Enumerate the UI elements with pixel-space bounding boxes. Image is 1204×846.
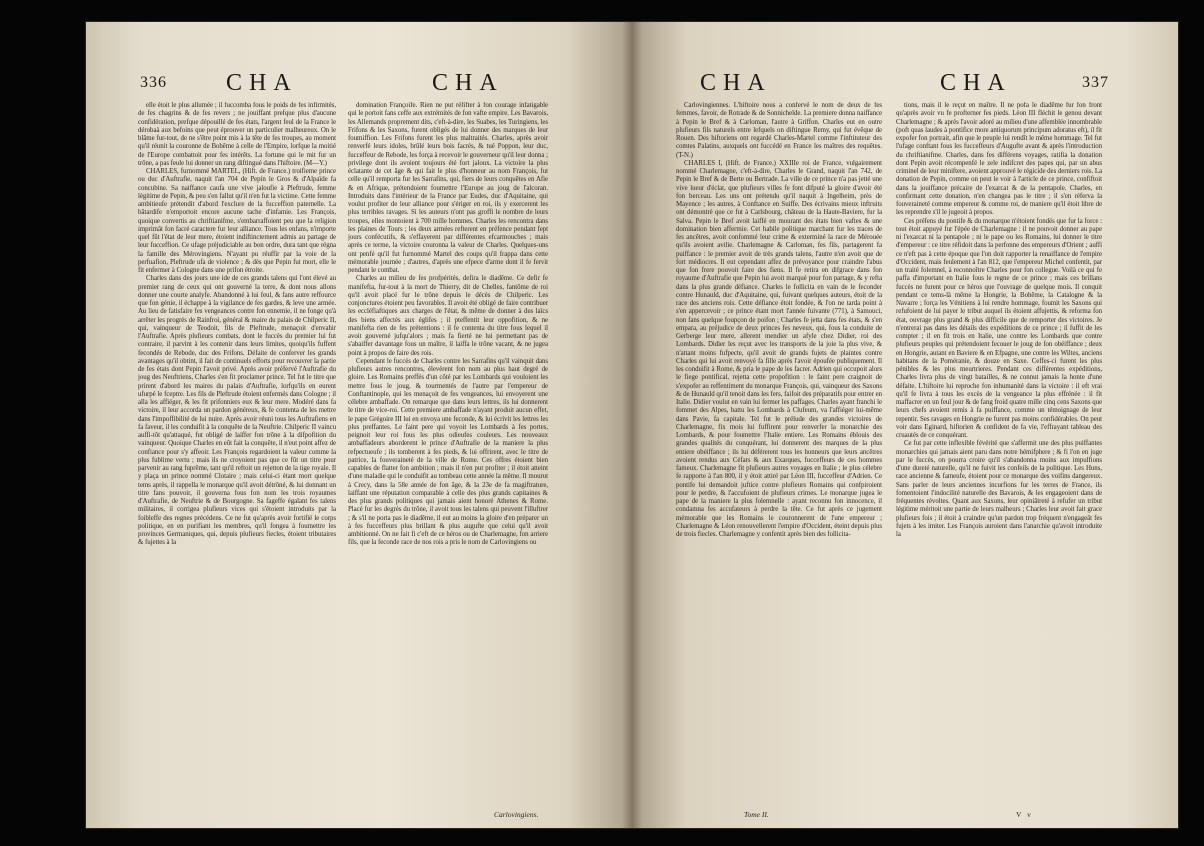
left-page-header <box>86 70 632 100</box>
paragraph: Carlovingiennes. L'hiftoire nous a confervé le nom de deux de fes femmes, favoir, de Rotrade & de Sonnichelde. La premiere donna naiffance à Pepin le Bref & à Carloman, l'autre à Griffon. Charles eut en outre plufieurs fils naturels entre lefquels on diftingue Remy, qui fut évêque de Rouen. Des hiftoriens ont regardé Charles-Martel comme l'inftituteur des comtes Palatins, auxquels ont fuccédé en France les maîtres des requêtes. (T-N.) <box>676 102 882 159</box>
catchword: Carlovingiens. <box>494 810 539 819</box>
right-column-2 <box>896 102 1102 804</box>
left-column-1 <box>138 102 336 804</box>
book-gutter <box>622 22 642 828</box>
page-number: 337 <box>1082 74 1109 91</box>
right-page-header <box>632 70 1178 100</box>
paragraph: Charles dans des jours une ide de ces grands talens qui l'ont élevé au premier rang de ceux qui ont gouverné la terre, & dont nous allons donner une courte analyfe. Abandonné à lui feul, & fans autre reffource que fon génie, il échappe à la vigilance de fes gardes, & leve une armée. Au lieu de fatisfaire fes vengeances contre fon ennemie, il ne fonge qu'à arrêter les progrès de Rainfroi, général & maire du palais de Chilperic II, qui, vainqueur de Teodoit, fils de Pleftrude, menaçoit d'envahir l'Auftrafie. Après plufieurs combats, dont le fuccès du premier lui fut contraire, il parvint à les contenir dans leurs limites, quoiqu'ils fuffent fecondés de Rebode, duc des Frifons. Défaite de conferver les grands avantages qu'il obtint, il fait de continuels efforts pour recouvrer la partie de fes états dont Pepin l'avoit privé. Après avoir préfervé l'Auftrafie du joug des Neuftriens, Charles s'en fit proclamer prince. Tel fut le titre que prirent d'abord les maires du palais d'Auftrafie, lorfqu'ils en eurent ufurpé le fceptre. Les fils de Pleftrude étoient enfermés dans Cologne ; il alla les affiéger, & les fit prifonniers eux & leur mere. Modéré dans fa victoire, il leur accorda un pardon généreux, & fe contenta de les mettre dans l'impoffibilité de lui nuire. Après avoir réuni tous les Auftrafiens en fa faveur, il les conduifit à la conquête de la Neuftrie. Chilperic II vaincu auffi-tôt qu'attaqué, fut obligé de laiffer fon trône à la difpofition du vainqueur. Quoique Charles en eût fait la conquête, il n'eut point affez de confiance pour s'y affeoir. Les François regardoient la valeur comme la plus fublime vertu ; mais ils ne croyoient pas que ce fût un titre pour parvenir au rang fuprême, tant qu'il reftoit un rejetton de la tige royale. Il y plaça un prince nommé Clotaire ; mais celui-ci étant mort quelque tems après, il rappella le monarque qu'il avoit détrôné, & lui donnant un titre fans pouvoir, il gouverna fous fon nom les trois royaumes d'Auftrafie, de Neuftrie & de Bourgogne. Sa fageffe égalant fes talens militaires, il corrigea plufieurs vices qui s'étoient introduits par la foibleffe des regnes précédens. Ce ne fut qu'après avoir fortifié le corps politique, en en purifiant les membres, qu'il fongea à foumettre les provinces Germaniques, qui, depuis plufieurs fiecles, étoient tributaires & fujettes à la <box>138 275 336 547</box>
running-head-left: CHA <box>700 70 772 96</box>
right-page <box>632 22 1178 828</box>
paragraph: Ces préfens du pontife & du monarque n'étoient fondés que fur la force : tout étoit appuyé fur l'épée de Charlemagne : il ne pouvoit donner au pape ni l'exarcat ni la pentapole ; ni le pape ou les Romains, lui donner le titre d'empereur : ce titre réfidoit dans la perfonne des empereurs d'Orient ; auffi ce n'eft pas à cette époque que l'on doit rapporter la renaiffance de l'empire d'Occident, mais feulement à l'an 812, que l'empereur Michel confentit, par un traité folemnel, à reconnoître Charles pour fon collegue. Voilà ce qui fe paffa d'important en Italie fous le regne de ce prince ; mais ces brillans fuccès ne furent pour ce héros que l'ouvrage de quelque mois. Il conquit pendant ce tems-là même la Hongrie, la Bohême, la Catalogne & la Navarre ; força les Vénitiens à lui rendre hommage, foumit les Saxons qui refufoient de lui payer le tribut auquel ils étoient affujettis, & reforma fon état, ouvrage plus grand & plus difficile que de remporter des victoires. Je n'entrerai pas dans les détails des expéditions de ce prince ; il fuffit de les compter ; il en fit trois en Italie, une contre les Lombards que contre plufieurs peuples qui prétendoient fecouer le joug de fon obéiffance ; deux en Hongrie, autant en Baviere & en Efpagne, une contre les Wiltes, anciens habitans de la Poméranie, & douze en Saxe. Ceffes-ci furent les plus pénibles & les plus meurtrieres. Pendant ces différentes expéditions, Charles livra plus de vingt batailles, & ne connut jamais la honte d'une défaite. L'hiftoire lui reproche fon inhumanité dans la victoire : il eft vrai qu'il fe livra à tous les excès de la vengeance la plus effrénée : il fit maffacrer en un feul jour & de fang froid quatre mille cinq cens Saxons que leurs chefs avoient remis à fa puiffance, comme un témoignage de leur repentir. Ses ravages en Hongrie ne furent pas moins confidérables. On peut voir dans Eginard, hiftorien & confident de fa vie, l'effrayant tableau des cruautés de ce conquérant. <box>896 217 1102 439</box>
paragraph: domination Françoife. Rien ne put réfifter à fon courage infatigable qui le portoit fans ceffe aux extrémités de fon vafte empire. Les Bavarois, les Allemands proprement dits, c'eft-à-dire, les Suabes, les Turingiens, les Frifons & les Saxons, furent obligés de lui donner des marques de leur foumiffion. Les Frifons furent les plus maltraités. Charles, après avoir renverfé leurs idoles, brûlé leurs bois facrés, & tué Poppon, leur duc, fucceffeur de Rebode, les força à recevoir le gouverneur qu'il leur donna ; privilege dont ils avoient toujours été fort jaloux. La victoire la plus éclatante de cet âge & qui fait le plus d'honneur au nom François, fut celle qu'il remporta fur les Sarrafins, qui, fiers de leurs conquêtes en Afie & en Afrique, prétendoient foumettre l'Europe au joug de l'alcoran. Introduits dans l'intérieur de la France par Eudes, duc d'Aquitaine, qui voulut profiter de leur alliance pour s'ériger en roi, ils y exercerent les plus terribles ravages. Si les auteurs n'ont pas groffi le nombre de leurs troupes, elles montoient à 700 mille hommes. Charles les rencontra dans les plaines de Tours ; les deux armées refterent en préfence pendant fept jours confécutifs, & s'effayerent par différentes efcarmouches ; mais après ce terme, la victoire couronna la valeur de Charles. Quelques-uns ont penfé qu'il fut furnommé Martel des coups qu'il frappa dans cette mémorable journée ; d'autres, d'après une efpece d'arme dont il fe fervit pendant le combat. <box>348 102 548 274</box>
left-column-2 <box>348 102 548 804</box>
right-column-1 <box>676 102 882 804</box>
running-head-right: CHA <box>432 70 504 96</box>
paragraph: tions, mais il le reçut en maître. Il ne pofa le diadême fur fon front qu'après avoir vu fe profterner fes pieds. Léon III fléchit le genou devant Charlemagne ; & après l'avoir adoré au milieu d'une affemblée innombrable (poft quas laudes à pontifice more antiquorum principum adoratus eft), il fit expofer fon portrait, afin que le peuple lui rendît le même hommage. Tel fut l'ufage conftant fous les fucceffeurs d'Augufte avant & après l'introduction du chriftianifme. Charles, dans fes différens voyages, ratifia la donation dont Pepin avoit récompenfé le zele indifcret des papes qui, par un abus criminel de leur miniftere, avoient approuvé le régicide des derniers rois. La donation de Pepin, comme on peut le voir à l'article de ce prince, confiftoit dans la jouiffance précaire de l'exarcat & de la pentapole. Charles, en confirmant cette donation, n'en changea pas le titre ; il s'en réferva la fouveraineté comme empereur & comme roi, de maniere qu'il étoit libre de les reprendre s'il le jugeoit à propos. <box>896 102 1102 217</box>
paragraph: Cependant le fuccès de Charles contre les Sarrafins qu'il vainquit dans plufieurs autres rencontres, élevèrent fon nom au plus haut degré de gloire. Les Romains preffés d'un côté par les Lombards qui vouloient les mettre fous le joug, & tourmentés de l'autre par l'empereur de Conftantinople, qui les menaçoit de fes vengeances, lui envoyerent une célebre ambaffade. On remarque que dans leurs lettres, ils lui donnerent le titre de vice-roi. Cette premiere ambaffade n'ayant produit aucun effet, le pape Grégoire III lui en envoya une feconde, & lui écrivit les lettres les plus preffantes. Le faint pere qui voyoit les Lombards à fes portes, peignoit leur roi fous les plus odieufes couleurs. Les nouveaux ambaffadeurs aborderent le prince d'Auftrafie de la maniere la plus refpectueufe ; ils tomberent à fes pieds, & lui offrirent, avec le titre de patrice, la fouveraineté de la ville de Rome. Ces offres étoient bien capables de flatter fon ambition ; mais il n'en put profiter ; il étoit atteint d'une maladie qui le conduifit au tombeau cette année la même. Il mourut à Crecy, dans la 58e année de fon âge, & la 23e de fa magiftrature, laiffant une réputation comparable à celle des plus grands capitaines & des plus grands politiques qui jamais aient honoré Athenes & Rome. Placé fur les degrés du trône, il avoit tous les talens qui peuvent l'illuftrer ; & s'il ne porta pas le diadême, il eut au moins la gloire d'en préparer un à fes fucceffeurs plus brillant & plus augufte que celui qu'il avoit ambitionné. On ne fait fi c'eft de ce héros ou de Charlemagne, fon arriere fils, que la feconde race de nos rois a pris le nom de Carlovingiens ou <box>348 357 548 547</box>
left-page <box>86 22 632 828</box>
paragraph: CHARLES, furnommé MARTEL, (Hift. de France.) troifieme prince ou duc d'Auftrafie, naquit l'an 704 de Pepin le Gros & d'Alpaïde fa concubine. Sa naiffance caufa une vive jaloufie à Pleftrude, femme légitime de Pepin, & peu s'en fallut qu'il n'en fut la victime. Cette femme ambitieufe prétendit d'abord l'exclure de la fucceffion paternelle. La bâtardife n'emportoit encore aucune tache d'infamie. Les François, quoique convertis au chriftianifme, s'embarraffoient peu que la religion imprimât fon facré caractere fur leur alliance. Tous les enfans, n'importe quel fût l'état de leur mere, étoient indiftinctement admis au partage de leur fucceffion. Ce ufage préjudiciable au bon ordre, dura tant que régna la famille des Mérovingiens. N'ayant pu réuffir par la voie de la perfuafion, Pleftrude ufa de violence ; & dès que Pepin fut mort, elle le fit enfermer à Cologne dans une prifon étroite. <box>138 168 336 274</box>
book-spread <box>86 22 1178 828</box>
paragraph: Ce fut par cette inflexible févérité que s'affermit une des plus puiffantes monarchies qui jamais aient paru dans notre hémifphere ; & fi l'on en juge par le fuccès, on pourra croire qu'il s'abandonna moins aux impulfions d'une dureté naturelle, qu'il ne fuivit les confeils de la politique. Les Huns, race ancienne & fameufe, étoient pour ce monarque des voifins dangereux. Sans parler de leurs anciennes incurfions fur les terres de France, ils fomentoient l'indocilité naturelle des Bavarois, & les engageoient dans de fréquentes révoltes. Quant aux Saxons, leur opiniâtreté à refufer un tribut légitime méritoit une partie de leurs malheurs ; Charles leur avoit fait grace plufieurs fois ; il étoit à craindre qu'un pardon trop fréquent n'engageât fes fujets à les imiter. Les François auroient dans l'anarchie qu'avoit introduite la <box>896 440 1102 538</box>
paragraph: elle étoit le plus allumée ; il fuccomba fous le poids de fes infirmités, de fes chagrins & de fes revers ; ne jouiffant prefque plus d'aucune confidération, prefque dépouillé de fes états, l'argent feul de la France le dérobaà aux befoins que peut éprouver un particulier malheureux. On le blâme fur-tout, de ne s'être point mis à la tête de fes troupes, au moment qu'il réunit la couronne de Bohême à celle de l'Empire, lorfque la moitié de l'Europe combattoit pour fes intérêts. La fortune qui le mit fur un trône, a pas feule lui donner un rang diftingué dans l'hiftoire. (M—Y.) <box>138 102 336 167</box>
running-head-left: CHA <box>226 70 298 96</box>
page-number: 336 <box>140 74 167 91</box>
volume-label: Tome II. <box>744 810 769 819</box>
paragraph: Charles au milieu de fes profpérités, defira le diadême. Ce defir fe manifefta, fur-tout à la mort de Thierry, dit de Chelles, fantôme de roi qu'il avoit placé fur le trône depuis le décès de Chilperic. Les conjonctures étoient peu favorables. Il avoit été obligé de faire contribuer les eccléfiaftiques aux charges de l'état, & même de donner à des laïcs des biens affectés aux églifes ; il pteffentit leur oppofition, & ne manifefta rien de fes prétentions : il fe contenta du titre fous lequel il avoit gouverné jufqu'alors ; mais fa fierté ne lui permettant pas de s'abaiffer davantage fous un maître, il laiffa le trône vacant, & ne jugea point à propos de faire des rois. <box>348 275 548 357</box>
running-head-right: CHA <box>940 70 1012 96</box>
signature-mark: V v <box>1016 810 1033 819</box>
paragraph: CHARLES I, (Hift. de France.) XXIIIe roi de France, vulgairement nommé Charlemagne, c'eft-à-dire, Charles le Grand, naquit l'an 742, de Pepin le Bref & de Berte ou Bertrade. La ville de ce prince n'a pas jetté une vive lueur d'éclat, que plufieurs villes fe font difputé la gloire d'avoir été fon berceau. Les uns ont prétendu qu'il naquit à Ingelheim, près de Mayence ; les autres, à Conftance en Suiffe. Des écrivains mieux inftruits ont démontré que ce fut à Carlsbourg, château de la Haute-Baviere, fur la Salva. Pepin le Bref avoit laiffé en mourant des états bien vaftes & une domination bien affermie. Cet habile politique marchant fur les traces de fes ancêtres, avoit confommé leur crime & exterminé la race de Mérouée qu'ils avoient avilie. Charlemagne & Carloman, fes fils, partagerent fa puiffance : le premier avoit de très grands talens, l'autre n'en avoit que de fort médiocres. Il eut cependant affez de prévoyance pour craindre l'abus que fon frere pouvoit faire des fiens. Il fe retira en difgrace dans fon royaume d'Auftrafie que Pepin lui avoit marqué pour fon partage, & y refta dans la plus grande défiance. Charles le follicita en vain de le feconder contre Hunauld, duc d'Aquitaine, qui, fuivant quelques auteurs, étoit de la race des anciens rois. Cette défiance étoit fondée, & l'on ne tarda point à s'en appercevoir ; ce prince étant mort l'année fuivante (771), à Samouci, non fans quelque foupçon de poifon ; Charles fe jetta dans fes états, & s'en empara, au préjudice de deux princes fes neveux, qui, fous la conduite de Gerberge leur mere, allerent mendier un afyle chez Didier, roi des Lombards. Didier les reçut avec les transports de la joie la plus vive, & n'attant moins fufpecte, qu'il avoit de grands fujets de plaintes contre Charles qui lui avoit renvoyé fa fille après l'avoir époufée publiquement. Il les conduifit à Rome, & pria le pape de les facrer. Adrien qui occupoit alors le fiege pontifical, rejetta cette propofition : le faint pere craignoit de s'expofer au reffentiment du monarque François, qui, vainqueur des Saxons & de Hunauld qu'il tenoit dans les fers, faifoit des préparatifs pour entrer en Italie. Didier voulut en vain lui fermer les paffages. Charles ayant franchi le fommet des Alpes, battu les Lombards à Clufeum, va l'affiéger lui-même dans Pavie, fa capitale. Tel fut le prélude des grandes victoires de Charlemagne, fix mois lui fuffirent pour renverfer la monarchie des Lombards, & pour foumettre l'Italie entiere. Les Romains éblouis des grandes qualités du conquérant, lui donnerent des marques de la plus entiere obéiffance ; ils lui déférerent tous les honneurs que leurs ancêtres avoient rendus aux Céfars & aux Exarques, fucceffeurs de ces hommes fameux. Charlemagne fit plufieurs autres voyages en Italie ; le plus célebre fe rapporte à l'an 800, il y étoit attiré par Léon III, fucceffeur d'Adrien. Ce pontife lui demandoit juftice contre plufieurs Romains qui confpiroient pour le perdre, & l'accufoient de plufieurs crimes. Le monarque jugea le pape de la maniere la plus folemnelle : ayant reconnu fon innocence, il condamna fes accufateurs à perdre la tête. Ce fut après ce jugement mémorable que les Romains le couronnerent de l'une empereur ; Charlemagne & Léon renouvellerent l'empire d'Occident, éteint depuis plus de trois fiecles. Charlemagne y confentit après bien des follicita- <box>676 159 882 538</box>
